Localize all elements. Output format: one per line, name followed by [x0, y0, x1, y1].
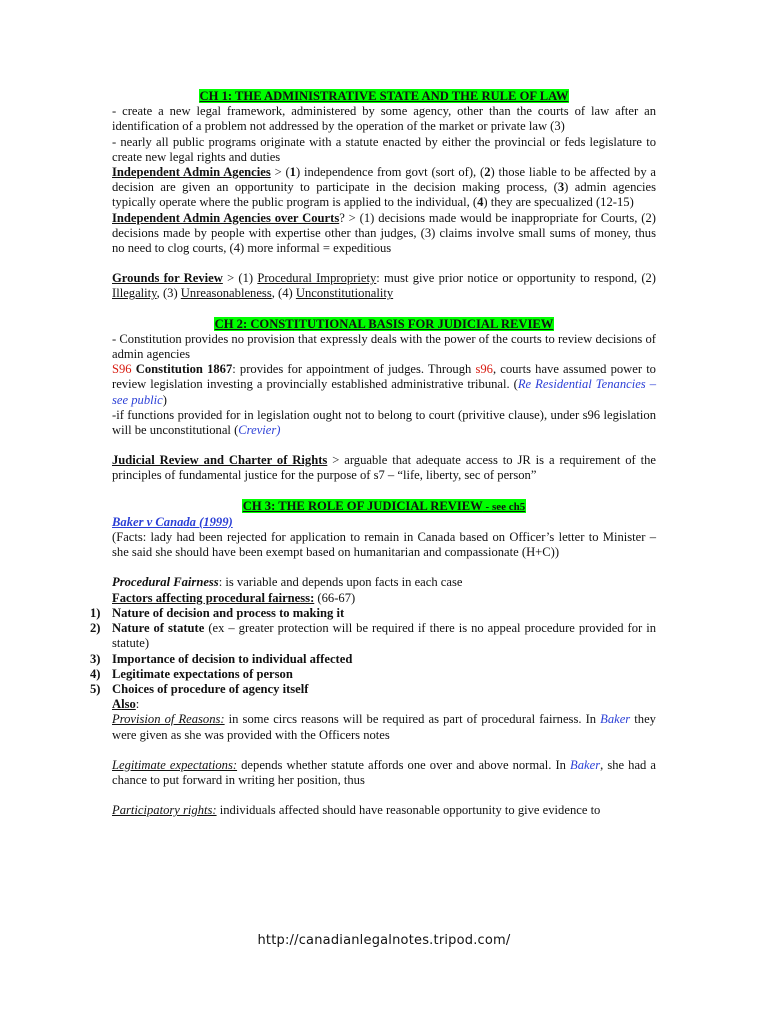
- list-item-text: [112, 652, 352, 666]
- bold-text: 4: [477, 195, 484, 210]
- heading-term: Also: [112, 697, 136, 712]
- chapter-highlight: [214, 317, 555, 331]
- text-run: : is variable and depends upon facts in each case: [218, 575, 463, 590]
- bold-text: Choices of procedure of agency itself: [112, 681, 309, 696]
- section-reference: S96: [112, 362, 132, 377]
- text-run: in some circs reasons will be required as part of procedural fairness. In: [224, 712, 601, 727]
- list-item: [90, 605, 656, 621]
- note-paragraph: [112, 408, 656, 438]
- paragraph-spacer: [112, 560, 656, 575]
- text-run: ) independence from govt (sort of), (: [295, 165, 485, 180]
- heading-term: Grounds for Review: [112, 271, 223, 286]
- list-item: [90, 681, 656, 697]
- note-paragraph: [112, 591, 656, 606]
- heading-term: Factors affecting procedural fairness:: [112, 590, 315, 605]
- note-paragraph: [112, 104, 656, 134]
- list-number: 1): [90, 605, 101, 620]
- note-paragraph: [112, 453, 656, 483]
- note-paragraph: [112, 515, 656, 530]
- bold-text: Nature of decision and process to making it: [112, 605, 345, 620]
- chapter-highlight: [199, 89, 570, 103]
- note-paragraph: [112, 332, 656, 362]
- text-run: ) those liable to be affected by a decision are given an opportunity to participate in the decision making process, (: [112, 165, 657, 195]
- text-run: depends whether statute affords one over and above normal. In: [237, 757, 571, 772]
- text-run: , (4): [271, 286, 296, 301]
- topic-heading: Procedural Fairness: [112, 575, 219, 590]
- note-paragraph: [112, 758, 656, 788]
- note-paragraph: [112, 211, 656, 257]
- text-run: they were given as she was provided with the Officers notes: [112, 712, 656, 742]
- bold-text: Nature of statute: [112, 621, 205, 636]
- text-run: , courts have assumed power to review legislation investing a provincially established administrative tribunal. (: [112, 362, 656, 392]
- list-item: [90, 666, 656, 682]
- underlined-term: Illegality: [112, 286, 157, 301]
- subheading: Legitimate expectations:: [112, 757, 238, 772]
- chapter-note: - see ch5: [482, 500, 526, 513]
- text-run: , (3): [156, 286, 181, 301]
- case-citation: Crevier): [238, 423, 281, 438]
- bold-text: 3: [557, 180, 565, 195]
- list-item-text: [112, 667, 293, 681]
- text-run: > (: [270, 165, 290, 180]
- bold-text: Importance of decision to individual affected: [112, 651, 353, 666]
- text-run: CH 1: THE ADMINISTRATIVE STATE AND THE RULE OF LAW: [199, 89, 569, 103]
- case-citation: Re Residential Tenancies – see public: [112, 377, 656, 407]
- factor-list: [90, 605, 657, 697]
- paragraph-spacer: [112, 484, 656, 499]
- subheading: Provision of Reasons:: [112, 712, 225, 727]
- text-run: (66-67): [314, 590, 356, 605]
- bold-text: 1: [289, 165, 296, 180]
- paragraph-spacer: [112, 788, 656, 803]
- list-item-text: [112, 606, 344, 620]
- bold-text: 2: [484, 165, 491, 180]
- list-number: 5): [90, 681, 101, 696]
- text-run: : must give prior notice or opportunity to respond, (2): [376, 271, 656, 286]
- section-reference: s96: [475, 362, 493, 377]
- chapter-heading: [112, 499, 656, 515]
- note-paragraph: [112, 165, 656, 211]
- paragraph-spacer: [112, 743, 656, 758]
- bold-text: Constitution 1867: [131, 362, 233, 377]
- note-paragraph: [112, 135, 656, 165]
- text-run: CH 2: CONSTITUTIONAL BASIS FOR JUDICIAL REVIEW: [214, 316, 554, 331]
- text-run: (Facts: lady had been rejected for application to remain in Canada based on Officer’s letter to Minister – she said she should have been exempt based on humanitarian and compassionate (H+C)): [112, 530, 656, 560]
- underlined-term: Procedural Impropriety: [257, 271, 377, 286]
- list-number: 4): [90, 666, 101, 681]
- text-run: ): [162, 392, 167, 407]
- list-number: 2): [90, 621, 101, 636]
- text-run: ) admin agencies typically operate where the public program is applied to the individual, (: [112, 180, 656, 210]
- text-run: (ex – greater protection will be required if there is no appeal procedure provided for in statute): [112, 621, 657, 651]
- text-run: CH 3: THE ROLE OF JUDICIAL REVIEW: [242, 498, 483, 513]
- text-run: : provides for appointment of judges. Through: [232, 362, 476, 377]
- note-paragraph: [112, 697, 656, 712]
- paragraph-spacer: [112, 438, 656, 453]
- note-paragraph: [112, 803, 656, 818]
- text-run: individuals affected should have reasonable opportunity to give evidence to: [216, 803, 601, 818]
- notes-body: [90, 89, 657, 818]
- chapter-highlight: [242, 499, 527, 513]
- text-run: - create a new legal framework, administered by some agency, other than the courts of law after an identification of a problem not addressed by the operation of the market or private law (3): [112, 104, 656, 134]
- text-run: ) they are specualized (12-15): [483, 195, 634, 210]
- case-citation: Baker: [570, 757, 601, 772]
- list-item-text: [112, 682, 308, 696]
- paragraph-spacer: [112, 256, 656, 271]
- heading-term: Independent Admin Agencies over Courts: [112, 210, 340, 225]
- note-paragraph: [112, 712, 656, 742]
- paragraph-spacer: [112, 302, 656, 317]
- list-number: 3): [90, 651, 101, 666]
- subheading: Participatory rights:: [112, 803, 217, 818]
- case-citation: Baker: [600, 712, 631, 727]
- list-item: [90, 621, 657, 651]
- text-run: ? > (1) decisions made would be inappropriate for Courts, (2) decisions made by people with expertise other than judges, (3) claims involve small sums of money, thus no need to clog courts, (4) more informal = expeditious: [112, 210, 656, 256]
- note-paragraph: [112, 575, 656, 590]
- list-item-text: [112, 621, 656, 650]
- text-run: -if functions provided for in legislation ought not to belong to court (privitive clause), under s96 legislation will be unconstitutional (: [112, 407, 656, 438]
- heading-term: Judicial Review and Charter of Rights: [112, 453, 328, 468]
- text-run: - Constitution provides no provision that expressly deals with the power of the courts to review decisions of admin agencies: [112, 331, 656, 362]
- heading-term: Independent Admin Agencies: [112, 165, 271, 180]
- text-run: , she had a chance to put forward in writing her position, thus: [112, 757, 657, 787]
- bold-text: Legitimate expectations of person: [112, 666, 293, 681]
- note-paragraph: [112, 530, 656, 560]
- chapter-heading: [112, 89, 656, 104]
- note-paragraph: [112, 362, 656, 408]
- text-run: :: [135, 697, 140, 712]
- footer-url[interactable]: http://canadianlegalnotes.tripod.com/: [257, 933, 511, 948]
- text-run: > (1): [222, 271, 258, 286]
- text-run: > arguable that adequate access to JR is a requirement of the principles of fundamental justice for the purpose of s7 – “life, liberty, sec of person”: [112, 453, 657, 483]
- underlined-term: Unreasonableness: [180, 286, 272, 301]
- case-title: Baker v Canada (1999): [112, 514, 233, 529]
- chapter-heading: [112, 317, 656, 332]
- text-run: - nearly all public programs originate with a statute enacted by either the provincial or feds legislature to create new legal rights and duties: [112, 134, 656, 164]
- list-item: [90, 651, 656, 667]
- note-paragraph: [112, 271, 656, 301]
- underlined-term: Unconstitutionality: [295, 286, 394, 301]
